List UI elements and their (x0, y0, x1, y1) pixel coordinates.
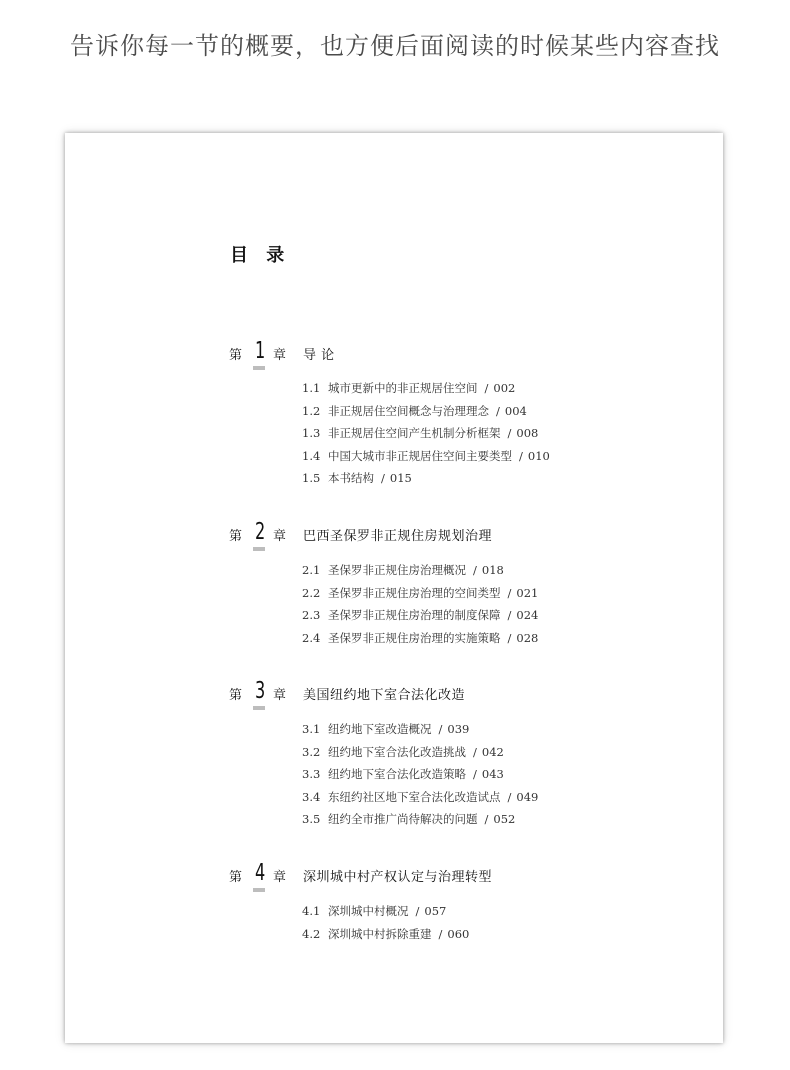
section-title: 纽约地下室合法化改造策略 (328, 767, 466, 782)
toc-entry[interactable] (302, 811, 538, 834)
section-number: 3.1 (302, 722, 321, 736)
toc-entry[interactable] (302, 585, 538, 608)
section-separator: / (507, 630, 512, 645)
toc-entry[interactable] (302, 766, 538, 789)
chapter-heading (229, 519, 689, 545)
section-separator: / (438, 722, 443, 736)
chapter-title: 导 论 (303, 348, 335, 363)
chapter-di-label: 第 (229, 688, 243, 703)
chapter-heading (229, 860, 689, 886)
chapter-heading (229, 338, 689, 364)
section-page: 039 (447, 722, 470, 736)
chapter-di-label: 第 (229, 529, 243, 544)
section-title: 非正规居住空间产生机制分析框架 (328, 426, 501, 441)
section-page: 060 (447, 926, 470, 941)
section-page: 043 (481, 767, 504, 782)
section-list (302, 380, 550, 493)
section-title: 圣保罗非正规住房治理的制度保障 (328, 608, 501, 623)
chapter-3 (229, 678, 689, 827)
section-number: 2.1 (302, 563, 321, 577)
section-title: 深圳城中村概况 (328, 904, 409, 918)
section-page: 049 (516, 789, 539, 804)
section-separator: / (507, 789, 512, 804)
chapter-di-label: 第 (229, 870, 243, 885)
toc-entry[interactable] (302, 721, 538, 744)
section-number: 3.4 (302, 789, 321, 804)
section-page: 057 (424, 904, 447, 918)
section-page: 004 (504, 403, 527, 418)
chapter-heading (229, 678, 689, 704)
toc-entry[interactable] (302, 744, 538, 767)
toc-entry[interactable] (302, 470, 550, 493)
section-list (302, 721, 538, 834)
section-title: 圣保罗非正规住房治理的实施策略 (328, 630, 501, 645)
section-title: 中国大城市非正规居住空间主要类型 (328, 448, 512, 463)
section-title: 圣保罗非正规住房治理概况 (328, 563, 466, 577)
section-title: 城市更新中的非正规居住空间 (328, 381, 478, 395)
chapter-zhang-label: 章 (273, 688, 287, 703)
section-page: 015 (389, 471, 412, 486)
chapter-number: 1 (255, 338, 266, 364)
section-page: 052 (493, 812, 516, 827)
chapter-zhang-label: 章 (273, 348, 287, 363)
toc-entry[interactable] (302, 926, 469, 949)
chapter-number: 3 (255, 678, 266, 704)
toc-entry[interactable] (302, 425, 550, 448)
section-page: 024 (516, 608, 539, 623)
chapter-number-underline (253, 888, 265, 892)
section-number: 4.1 (302, 904, 321, 918)
toc-entry[interactable] (302, 380, 550, 403)
section-number: 4.2 (302, 926, 321, 941)
section-page: 028 (516, 630, 539, 645)
book-page (65, 133, 723, 1043)
toc-entry[interactable] (302, 630, 538, 653)
section-separator: / (473, 563, 477, 577)
chapter-number-underline (253, 366, 265, 370)
section-number: 1.5 (302, 471, 321, 486)
section-title: 纽约全市推广尚待解决的问题 (328, 812, 478, 827)
section-page: 018 (481, 563, 504, 577)
section-number: 1.3 (302, 426, 321, 441)
chapter-4 (229, 860, 689, 941)
chapter-number: 2 (255, 519, 266, 545)
section-separator: / (415, 904, 420, 918)
section-page: 010 (527, 448, 550, 463)
section-number: 3.2 (302, 744, 321, 759)
chapter-zhang-label: 章 (273, 870, 287, 885)
section-separator: / (496, 403, 500, 418)
toc-entry[interactable] (302, 903, 469, 926)
section-separator: / (473, 767, 477, 782)
section-title: 深圳城中村拆除重建 (328, 926, 432, 941)
section-separator: / (507, 426, 512, 441)
section-separator: / (507, 585, 512, 600)
section-number: 2.3 (302, 608, 321, 623)
chapter-title: 深圳城中村产权认定与治理转型 (303, 870, 493, 885)
section-separator: / (438, 926, 443, 941)
caption-text: 告诉你每一节的概要，也方便后面阅读的时候某些内容查找 (70, 32, 720, 60)
section-number: 2.2 (302, 585, 321, 600)
chapter-number-underline (253, 547, 265, 551)
section-number: 2.4 (302, 630, 321, 645)
chapter-number-underline (253, 706, 265, 710)
section-page: 042 (481, 744, 504, 759)
section-page: 002 (493, 381, 516, 395)
section-title: 东纽约社区地下室合法化改造试点 (328, 789, 501, 804)
toc-entry[interactable] (302, 789, 538, 812)
section-title: 纽约地下室改造概况 (328, 722, 432, 736)
section-number: 3.5 (302, 812, 321, 827)
section-title: 非正规居住空间概念与治理理念 (328, 403, 489, 418)
chapter-title: 美国纽约地下室合法化改造 (303, 688, 466, 703)
chapter-2 (229, 519, 689, 645)
section-page: 021 (516, 585, 539, 600)
section-list (302, 562, 538, 652)
chapter-1 (229, 338, 689, 486)
toc-entry[interactable] (302, 607, 538, 630)
section-separator: / (473, 744, 477, 759)
chapter-number: 4 (255, 860, 266, 886)
toc-entry[interactable] (302, 403, 550, 426)
section-list (302, 903, 469, 948)
section-title: 纽约地下室合法化改造挑战 (328, 744, 466, 759)
section-separator: / (381, 471, 385, 486)
section-title: 圣保罗非正规住房治理的空间类型 (328, 585, 501, 600)
section-page: 008 (516, 426, 539, 441)
section-number: 1.4 (302, 448, 321, 463)
chapter-di-label: 第 (229, 348, 243, 363)
section-number: 3.3 (302, 767, 321, 782)
toc-entry[interactable] (302, 448, 550, 471)
toc-entry[interactable] (302, 562, 538, 585)
section-title: 本书结构 (328, 471, 374, 486)
section-separator: / (484, 381, 489, 395)
section-number: 1.2 (302, 403, 321, 418)
section-number: 1.1 (302, 381, 321, 395)
chapter-zhang-label: 章 (273, 529, 287, 544)
section-separator: / (484, 812, 489, 827)
chapter-title: 巴西圣保罗非正规住房规划治理 (303, 529, 493, 544)
toc-title: 目 录 (230, 245, 291, 266)
section-separator: / (507, 608, 512, 623)
section-separator: / (519, 448, 523, 463)
